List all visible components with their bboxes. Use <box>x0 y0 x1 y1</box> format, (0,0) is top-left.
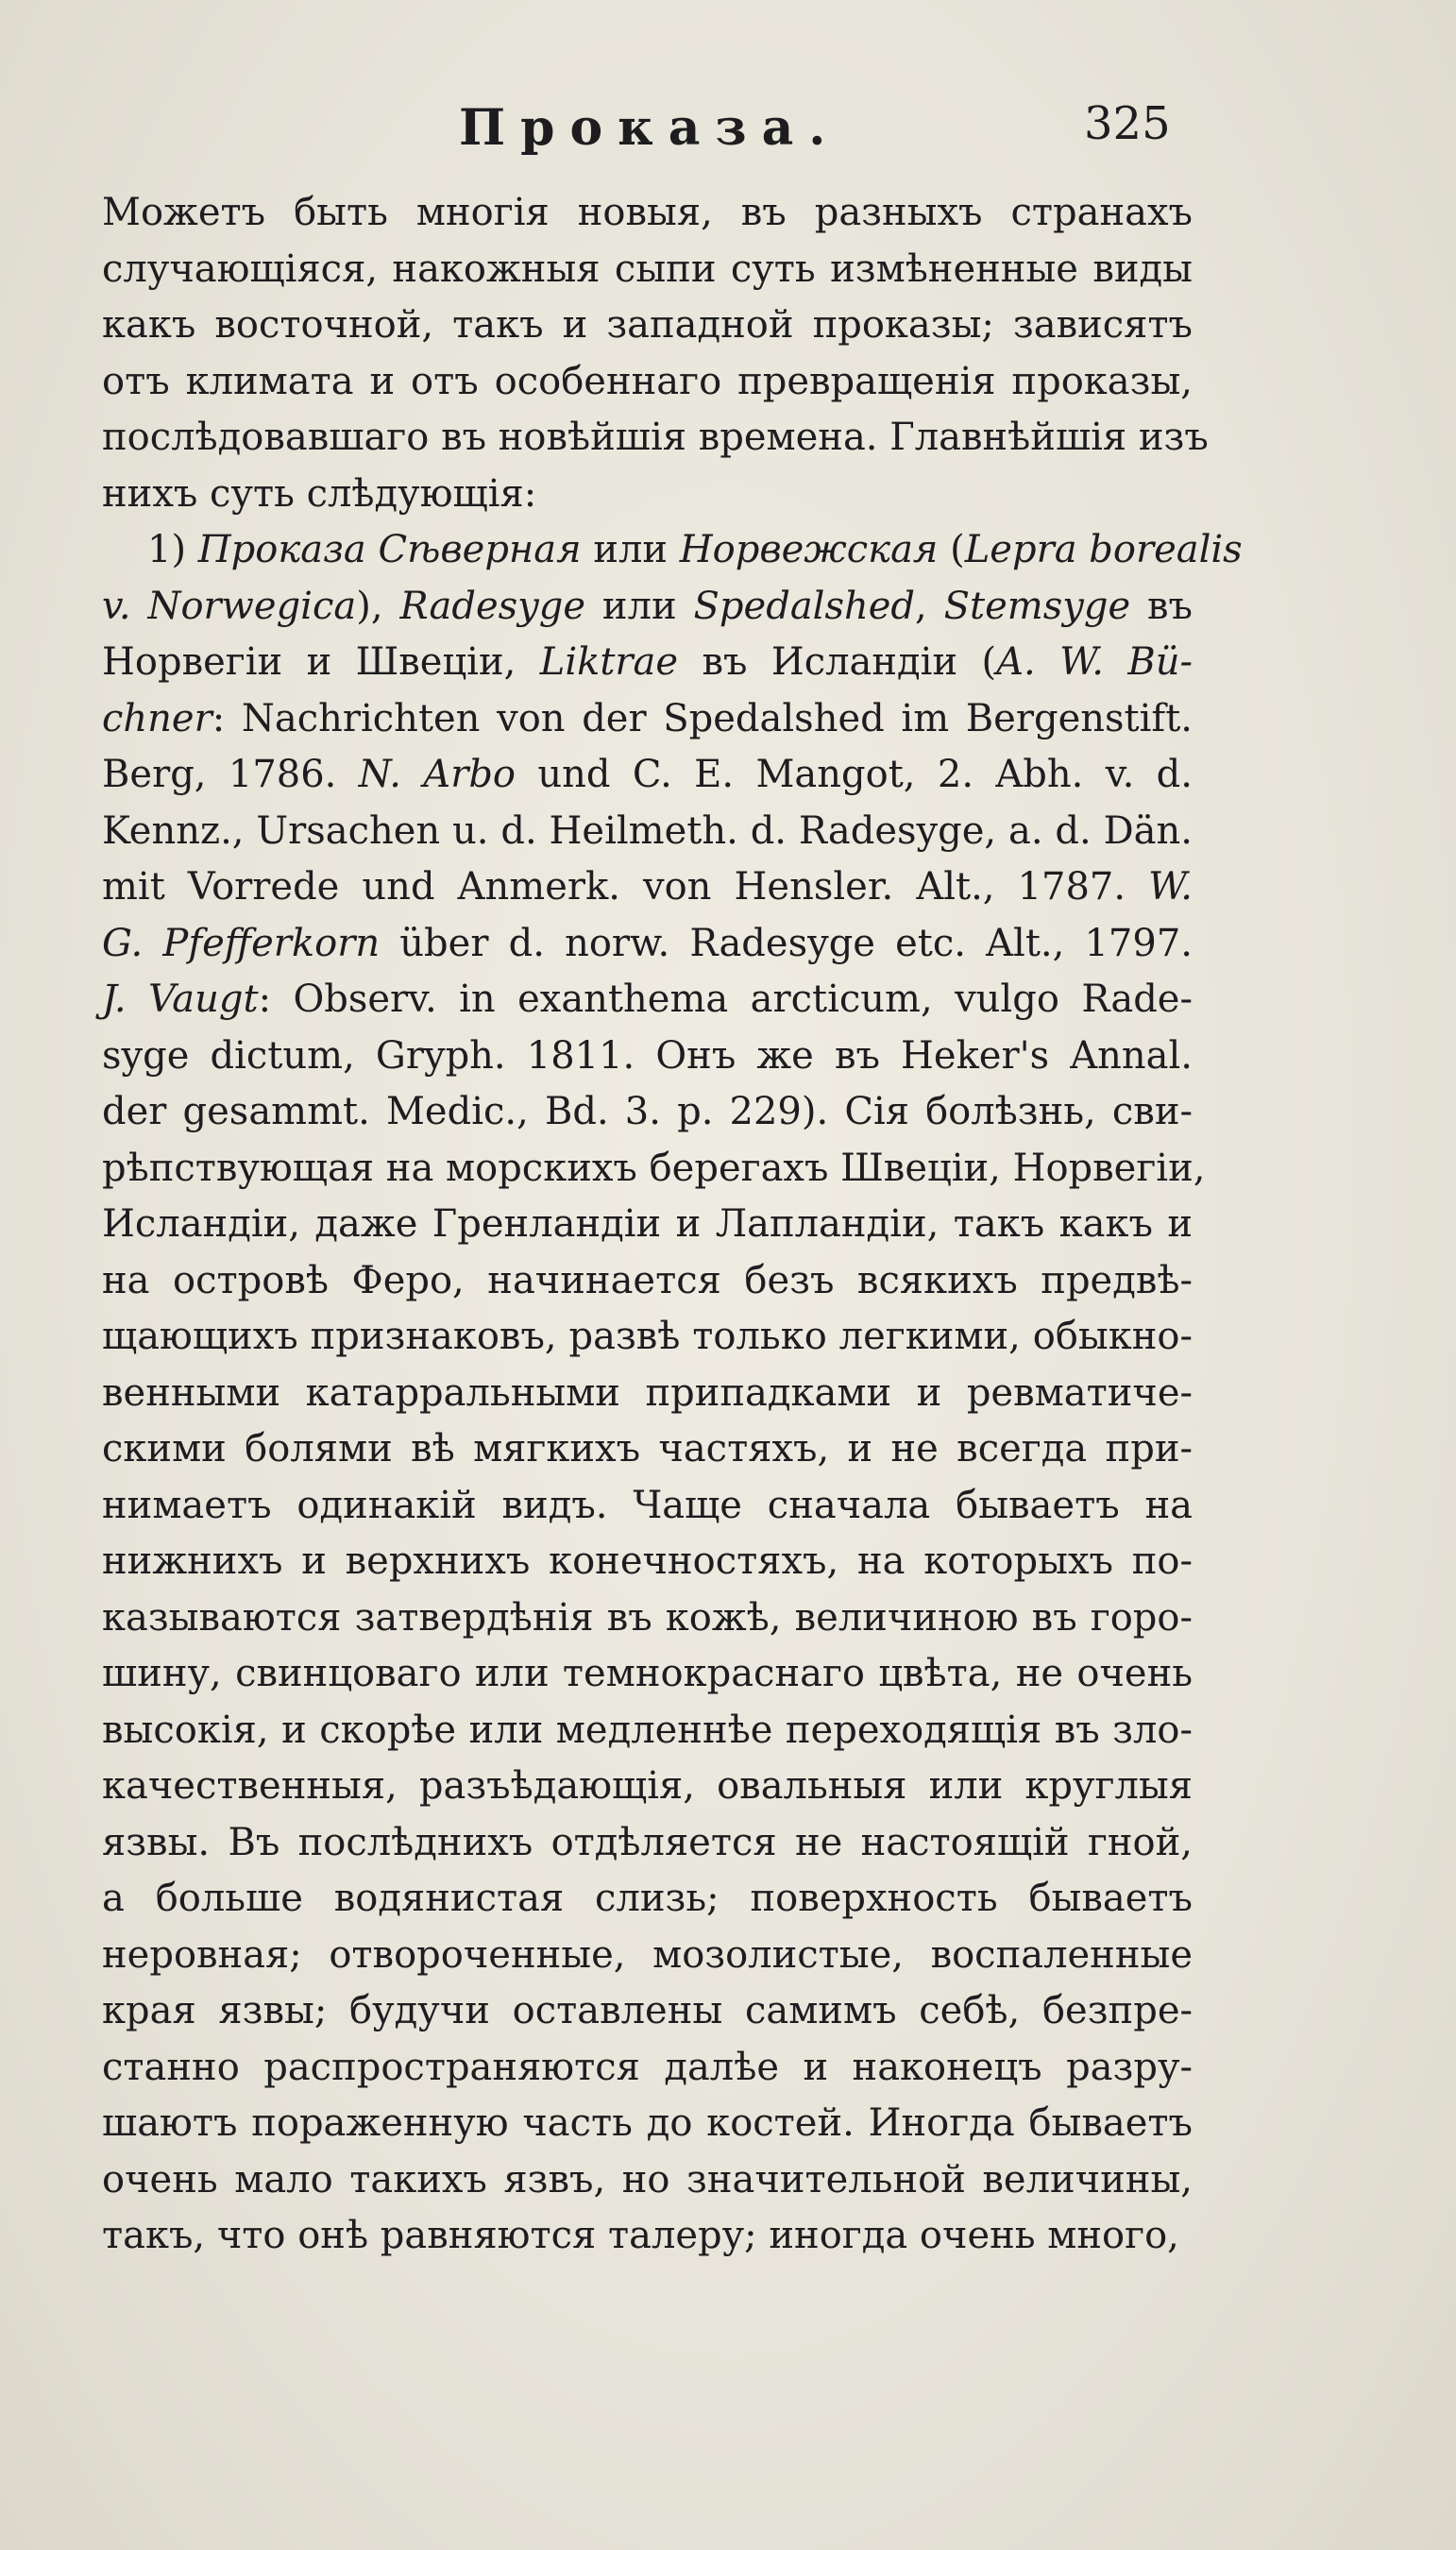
text-segment: mit Vorrede und Anmerk. von Hensler. Alt., 1787. <box>102 865 1149 909</box>
text-segment: шаютъ пораженную часть до костей. Иногда бываетъ <box>102 2101 1193 2145</box>
text-segment: высокія, и скорѣе или медленнѣе переходящія въ зло- <box>102 1708 1193 1752</box>
body-text <box>102 185 1243 2265</box>
text-segment: случающіяся, накожныя сыпи суть измѣненные виды <box>102 246 1193 291</box>
text-segment: казываются затвердѣнія въ кожѣ, величиною въ горо- <box>102 1595 1193 1640</box>
italic-segment: Проказа Сѣверная <box>197 528 582 571</box>
text-segment: такъ, что онѣ равняются талеру; иногда очень много, <box>102 2214 1179 2257</box>
text-line <box>102 1084 1193 1141</box>
text-segment: und C. E. Mangot, 2. Abh. v. d. <box>516 753 1194 796</box>
text-segment: der gesammt. Medic., Bd. 3. p. 229). Сія болѣзнь, сви- <box>102 1090 1193 1133</box>
text-segment: рѣпствующая на морскихъ берегахъ Швеціи, Норвегіи, <box>102 1146 1206 1190</box>
text-segment: Berg, 1786. <box>102 753 359 796</box>
text-segment: Исландіи, даже Гренландіи и Лапландіи, такъ какъ и <box>102 1202 1193 1246</box>
text-segment: über d. norw. Radesyge etc. Alt., 1797. <box>380 921 1193 965</box>
italic-segment: v. Norwegica <box>102 584 357 628</box>
text-line <box>102 2152 1193 2209</box>
text-line <box>102 1590 1193 1647</box>
text-line <box>102 579 1193 636</box>
text-segment: Kennz., Ursachen u. d. Heilmeth. d. Radesyge, a. d. Dän. <box>102 808 1193 853</box>
text-line <box>102 1928 1193 1984</box>
text-line <box>102 1534 1193 1590</box>
text-segment: Можетъ быть многія новыя, въ разныхъ странахъ <box>102 191 1193 234</box>
text-segment: 1) <box>147 528 198 571</box>
text-segment: венными катарральными припадками и ревматиче- <box>102 1370 1193 1415</box>
text-segment: щающихъ признаковъ, развѣ только легкими, обыкно- <box>102 1315 1193 1358</box>
text-segment: , <box>915 584 944 628</box>
text-segment: на островѣ Феро, начинается безъ всякихъ предвѣ- <box>102 1258 1193 1302</box>
text-segment: ), <box>356 584 400 628</box>
italic-segment: A. W. Bü- <box>996 640 1194 684</box>
italic-segment: Lepra borealis <box>964 528 1243 571</box>
text-line <box>102 1703 1193 1760</box>
text-segment: качественныя, разъѣдающія, овальныя или круглыя <box>102 1764 1193 1808</box>
text-line <box>102 1028 1193 1085</box>
italic-segment: Spedalshed <box>693 584 916 628</box>
text-line <box>102 1366 1193 1422</box>
text-line <box>102 1309 1193 1366</box>
text-line <box>102 298 1193 354</box>
text-segment: язвы. Въ послѣднихъ отдѣляется не настоящій гной, <box>102 1820 1193 1864</box>
text-line <box>102 242 1193 298</box>
text-line <box>102 1421 1193 1478</box>
text-line <box>102 691 1193 748</box>
text-segment: или <box>581 528 680 571</box>
text-line <box>102 1871 1193 1928</box>
text-segment: въ Исландіи ( <box>678 640 997 684</box>
text-line <box>102 1759 1193 1815</box>
italic-segment: Radesyge <box>399 584 586 628</box>
text-segment: Норвегіи и Швеціи, <box>102 640 540 684</box>
italic-segment: Норвежская <box>679 528 939 571</box>
text-segment: станно распространяются далѣе и наконецъ разру- <box>102 2045 1193 2089</box>
italic-segment: chner <box>102 696 212 740</box>
text-line <box>102 522 1243 579</box>
text-line <box>102 916 1193 973</box>
italic-segment: G. Pfefferkorn <box>102 921 381 965</box>
text-segment: : Observ. in exanthema arcticum, vulgo Rade- <box>258 978 1193 1021</box>
text-segment: какъ восточной, такъ и западной проказы; зависятъ <box>102 303 1193 347</box>
text-segment: отъ климата и отъ особеннаго превращенія проказы, <box>102 359 1193 403</box>
text-segment: очень мало такихъ язвъ, но значительной величины, <box>102 2157 1193 2202</box>
text-line <box>102 2040 1193 2097</box>
page-header <box>0 90 1456 165</box>
text-segment: неровная; отвороченные, мозолистые, воспаленные <box>102 1932 1193 1977</box>
text-segment: нимаетъ одинакій видъ. Чаще сначала бываетъ на <box>102 1483 1193 1527</box>
italic-segment: W. <box>1148 865 1193 909</box>
running-title: Проказа. <box>459 99 841 157</box>
text-line <box>102 972 1193 1028</box>
text-segment: syge dictum, Gryph. 1811. Онъ же въ Heker's Annal. <box>102 1033 1193 1078</box>
italic-segment: Stemsyge <box>943 584 1131 628</box>
text-line <box>102 185 1193 242</box>
text-line <box>102 2096 1193 2152</box>
text-line <box>102 747 1193 804</box>
text-segment: нижнихъ и верхнихъ конечностяхъ, на которыхъ по- <box>102 1539 1193 1583</box>
text-line <box>102 1815 1193 1872</box>
text-segment: скими болями вѣ мягкихъ частяхъ, и не всегда при- <box>102 1427 1193 1470</box>
text-line <box>102 467 1193 523</box>
text-line <box>102 1478 1193 1535</box>
text-segment: а больше водянистая слизь; поверхность бываетъ <box>102 1877 1193 1920</box>
page-number: 325 <box>1084 97 1171 150</box>
text-line <box>102 1141 1206 1198</box>
text-line <box>102 859 1193 916</box>
text-line <box>102 2208 1193 2265</box>
text-line <box>102 1983 1193 2040</box>
text-line <box>102 1253 1193 1310</box>
text-segment: послѣдовавшаго въ новѣйшія времена. Главнѣйшія изъ <box>102 416 1209 459</box>
italic-segment: J. Vaugt <box>102 978 259 1021</box>
text-segment: въ <box>1130 584 1193 628</box>
italic-segment: N. Arbo <box>358 753 516 796</box>
italic-segment: Liktrae <box>539 640 679 684</box>
text-line <box>102 635 1193 691</box>
text-segment: края язвы; будучи оставлены самимъ себѣ, безпре- <box>102 1989 1193 2032</box>
text-segment: или <box>585 584 694 628</box>
text-segment: : Nachrichten von der Spedalshed im Bergenstift. <box>212 696 1193 740</box>
text-line <box>102 410 1209 467</box>
text-line <box>102 1197 1193 1253</box>
text-line <box>102 804 1193 860</box>
text-segment: ( <box>938 528 965 571</box>
text-line <box>102 354 1193 411</box>
text-line <box>102 1646 1193 1703</box>
text-segment: нихъ суть слѣдующія: <box>102 471 537 516</box>
text-segment: шину, свинцоваго или темнокраснаго цвѣта, не очень <box>102 1652 1193 1695</box>
